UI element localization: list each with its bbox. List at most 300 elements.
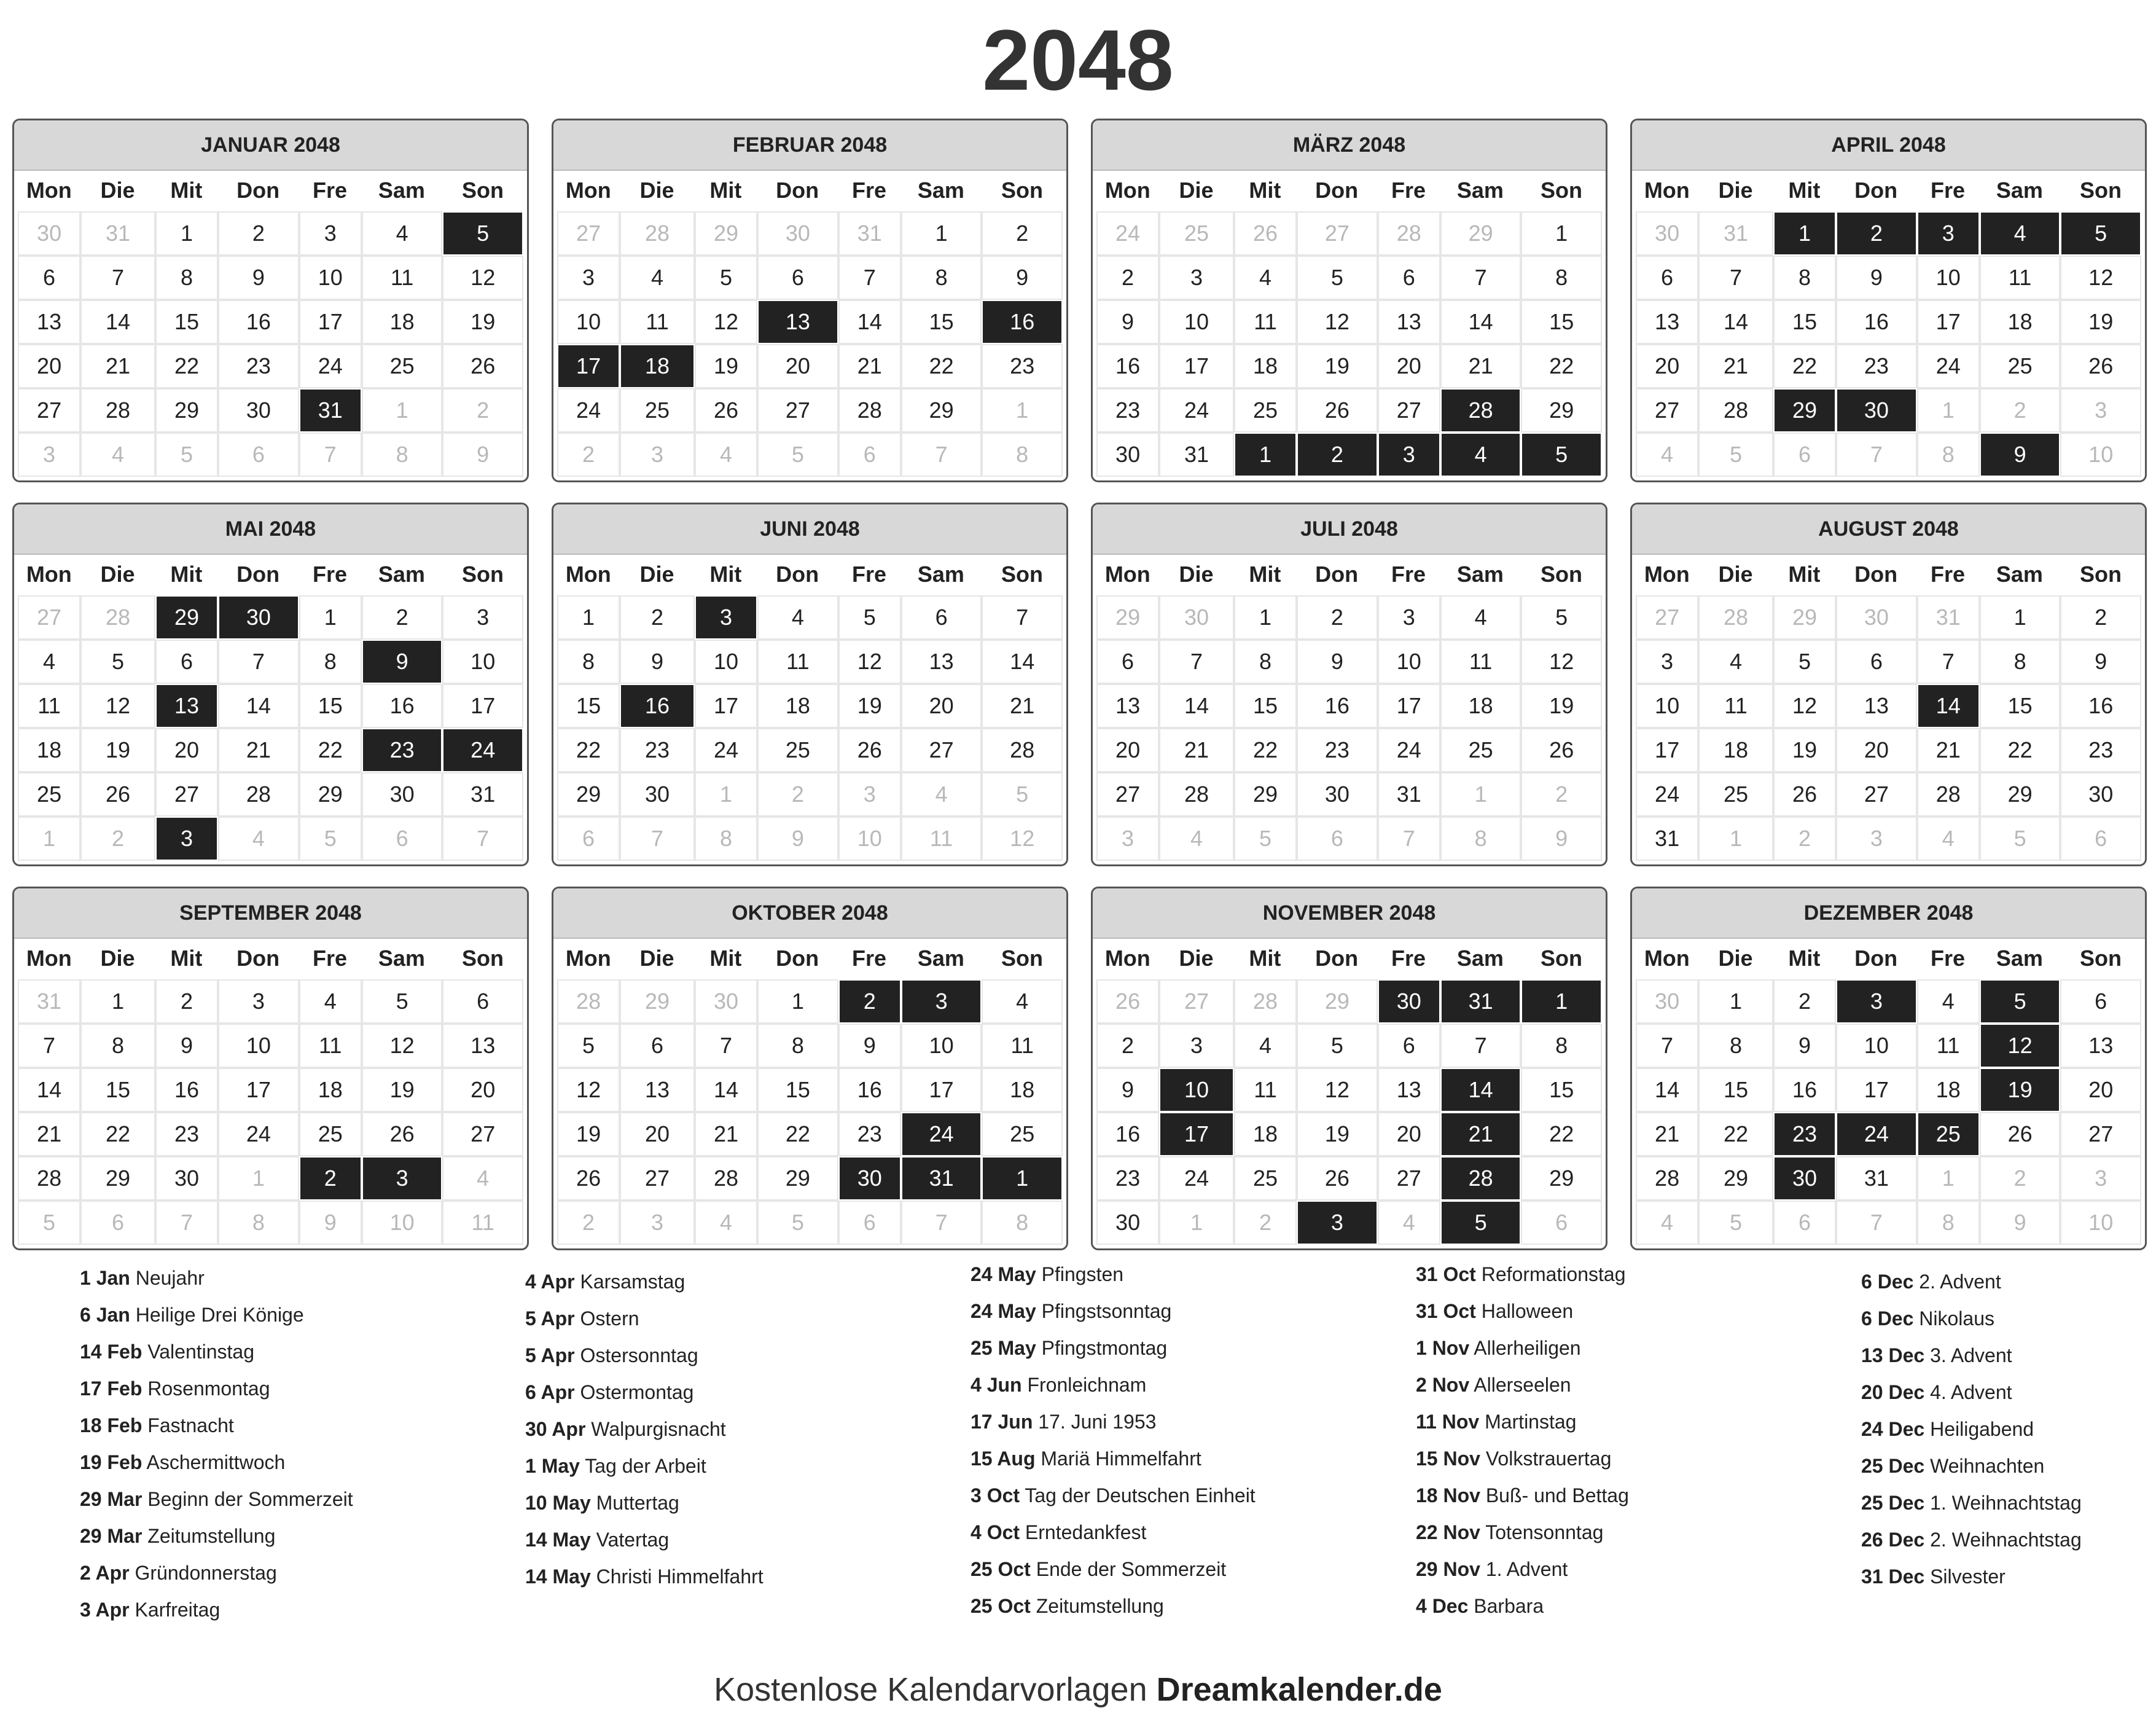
- adjacent-day-cell: 29: [1775, 597, 1835, 638]
- holiday-item: [971, 1588, 1388, 1624]
- adjacent-day-cell: 2: [558, 434, 619, 476]
- day-cell: 10: [1637, 685, 1697, 727]
- day-cell: 23: [157, 1113, 217, 1155]
- day-cell: 8: [1522, 257, 1601, 299]
- day-cell: 25: [1700, 774, 1772, 815]
- day-cell: 18: [1442, 685, 1520, 727]
- day-cell: 12: [1522, 641, 1601, 683]
- day-cell: 25: [300, 1113, 361, 1155]
- day-grid: [1632, 594, 2145, 860]
- adjacent-day-cell: 1: [19, 818, 79, 860]
- adjacent-day-cell: 3: [2061, 390, 2140, 431]
- weekday-label: Mon: [1644, 562, 1690, 587]
- day-cell: 3: [696, 597, 756, 638]
- weekday-label: Fre: [1391, 562, 1426, 587]
- holiday-item: [525, 1521, 943, 1558]
- holiday-date: 18 Feb: [80, 1414, 143, 1436]
- day-cell: 10: [1837, 1025, 1916, 1067]
- holiday-name: Zeitumstellung: [1036, 1595, 1164, 1617]
- holiday-date: 25 Dec: [1861, 1455, 1925, 1477]
- day-cell: 25: [19, 774, 79, 815]
- holiday-name: Karsamstag: [580, 1271, 685, 1293]
- day-cell: 27: [19, 390, 79, 431]
- weekday-label: Die: [100, 562, 135, 587]
- weekday-label: Mon: [26, 178, 72, 203]
- adjacent-day-cell: 6: [1775, 434, 1835, 476]
- weekday-header: [1632, 939, 2145, 978]
- holiday-item: [1416, 1477, 1834, 1514]
- day-cell: 6: [19, 257, 79, 299]
- holiday-name: Fronleichnam: [1027, 1374, 1147, 1396]
- day-grid: [1093, 594, 1606, 860]
- adjacent-day-cell: 30: [696, 981, 756, 1022]
- day-cell: 5: [443, 213, 522, 254]
- adjacent-day-cell: 26: [1235, 213, 1295, 254]
- adjacent-day-cell: 29: [1298, 981, 1377, 1022]
- day-cell: 30: [1775, 1158, 1835, 1199]
- day-cell: 23: [983, 345, 1061, 387]
- weekday-label: Sam: [917, 178, 964, 203]
- day-cell: 7: [1160, 641, 1233, 683]
- day-grid: [1632, 210, 2145, 476]
- holiday-date: 2 Apr: [80, 1562, 130, 1584]
- adjacent-day-cell: 11: [443, 1202, 522, 1244]
- day-cell: 10: [219, 1025, 298, 1067]
- adjacent-day-cell: 5: [1442, 1202, 1520, 1244]
- adjacent-day-cell: 4: [1637, 1202, 1697, 1244]
- day-cell: 12: [1981, 1025, 2060, 1067]
- day-cell: 10: [1918, 257, 1978, 299]
- day-cell: 8: [1981, 641, 2060, 683]
- day-cell: 7: [1637, 1025, 1697, 1067]
- day-cell: 6: [1379, 257, 1439, 299]
- day-cell: 17: [902, 1069, 981, 1111]
- weekday-label: Fre: [852, 178, 887, 203]
- adjacent-day-cell: 5: [759, 1202, 837, 1244]
- day-cell: 2: [2061, 597, 2140, 638]
- day-cell: 18: [1700, 729, 1772, 771]
- weekday-label: Don: [776, 946, 819, 971]
- day-cell: 18: [1981, 301, 2060, 343]
- day-cell: 29: [157, 390, 217, 431]
- day-grid: [14, 594, 527, 860]
- adjacent-day-cell: 8: [219, 1202, 298, 1244]
- holiday-item: [1861, 1300, 2156, 1337]
- day-cell: 22: [300, 729, 361, 771]
- day-cell: 11: [1235, 1069, 1295, 1111]
- holiday-item: [525, 1300, 943, 1337]
- holiday-date: 24 Dec: [1861, 1418, 1925, 1440]
- day-cell: 13: [443, 1025, 522, 1067]
- adjacent-day-cell: 26: [1098, 981, 1158, 1022]
- holiday-name: Valentinstag: [147, 1341, 255, 1363]
- holiday-item: [1861, 1411, 2156, 1448]
- day-cell: 21: [1160, 729, 1233, 771]
- day-cell: 25: [983, 1113, 1061, 1155]
- day-cell: 3: [1637, 641, 1697, 683]
- day-cell: 14: [82, 301, 154, 343]
- holiday-item: [1861, 1374, 2156, 1411]
- holiday-item: [1416, 1330, 1834, 1366]
- day-cell: 19: [1981, 1069, 2060, 1111]
- holiday-list: [0, 1260, 2156, 1640]
- day-cell: 8: [157, 257, 217, 299]
- adjacent-day-cell: 5: [1700, 1202, 1772, 1244]
- weekday-label: Mit: [170, 946, 203, 971]
- day-cell: 12: [443, 257, 522, 299]
- adjacent-day-cell: 8: [363, 434, 442, 476]
- adjacent-day-cell: 2: [558, 1202, 619, 1244]
- day-cell: 18: [983, 1069, 1061, 1111]
- day-cell: 2: [840, 981, 900, 1022]
- weekday-label: Fre: [313, 946, 348, 971]
- day-cell: 4: [759, 597, 837, 638]
- month-title: JANUAR 2048: [14, 120, 527, 171]
- day-cell: 15: [558, 685, 619, 727]
- day-cell: 26: [558, 1158, 619, 1199]
- day-cell: 29: [1522, 390, 1601, 431]
- day-cell: 26: [840, 729, 900, 771]
- day-cell: 25: [1235, 390, 1295, 431]
- holiday-item: [1861, 1337, 2156, 1374]
- weekday-label: Fre: [1931, 562, 1966, 587]
- weekday-label: Die: [1179, 946, 1214, 971]
- holiday-date: 19 Feb: [80, 1451, 143, 1473]
- day-cell: 4: [300, 981, 361, 1022]
- day-cell: 28: [1637, 1158, 1697, 1199]
- adjacent-day-cell: 5: [300, 818, 361, 860]
- day-cell: 27: [1379, 390, 1439, 431]
- holiday-date: 4 Jun: [971, 1374, 1022, 1396]
- adjacent-day-cell: 31: [1700, 213, 1772, 254]
- adjacent-day-cell: 3: [1298, 1202, 1377, 1244]
- weekday-header: [14, 555, 527, 594]
- day-cell: 29: [1700, 1158, 1772, 1199]
- holiday-name: Fastnacht: [147, 1414, 234, 1436]
- adjacent-day-cell: 2: [1981, 1158, 2060, 1199]
- day-cell: 17: [219, 1069, 298, 1111]
- day-grid: [553, 594, 1066, 860]
- day-cell: 3: [1160, 1025, 1233, 1067]
- day-cell: 27: [2061, 1113, 2140, 1155]
- holiday-name: Martinstag: [1485, 1411, 1577, 1433]
- day-cell: 19: [1775, 729, 1835, 771]
- day-cell: 3: [443, 597, 522, 638]
- day-cell: 7: [696, 1025, 756, 1067]
- holiday-date: 4 Oct: [971, 1521, 1020, 1543]
- day-cell: 16: [2061, 685, 2140, 727]
- adjacent-day-cell: 7: [157, 1202, 217, 1244]
- adjacent-day-cell: 6: [840, 1202, 900, 1244]
- day-cell: 6: [443, 981, 522, 1022]
- day-cell: 7: [219, 641, 298, 683]
- weekday-label: Mon: [1104, 178, 1150, 203]
- adjacent-day-cell: 3: [621, 1202, 693, 1244]
- holiday-name: Aschermittwoch: [146, 1451, 286, 1473]
- holiday-item: [80, 1444, 498, 1481]
- day-cell: 22: [157, 345, 217, 387]
- day-cell: 15: [1522, 1069, 1601, 1111]
- day-cell: 29: [300, 774, 361, 815]
- day-cell: 17: [1160, 345, 1233, 387]
- holiday-name: Tag der Arbeit: [585, 1455, 706, 1477]
- day-cell: 8: [300, 641, 361, 683]
- adjacent-day-cell: 6: [1522, 1202, 1601, 1244]
- weekday-label: Mit: [170, 562, 203, 587]
- weekday-label: Don: [1854, 946, 1898, 971]
- holiday-name: Karfreitag: [135, 1599, 221, 1621]
- day-cell: 31: [1637, 818, 1697, 860]
- day-cell: 24: [1160, 1158, 1233, 1199]
- day-cell: 9: [1298, 641, 1377, 683]
- day-cell: 13: [1637, 301, 1697, 343]
- day-cell: 9: [219, 257, 298, 299]
- day-cell: 14: [1637, 1069, 1697, 1111]
- day-cell: 16: [219, 301, 298, 343]
- day-cell: 28: [1442, 1158, 1520, 1199]
- adjacent-day-cell: 9: [759, 818, 837, 860]
- adjacent-day-cell: 30: [219, 597, 298, 638]
- footer-text: Kostenlose Kalendarvorlagen: [714, 1671, 1147, 1708]
- day-cell: 24: [1160, 390, 1233, 431]
- weekday-label: Don: [1854, 178, 1898, 203]
- holiday-item: [525, 1411, 943, 1448]
- holiday-name: Rosenmontag: [147, 1377, 270, 1400]
- holiday-date: 14 May: [525, 1565, 591, 1588]
- holiday-item: [1861, 1484, 2156, 1521]
- day-cell: 12: [840, 641, 900, 683]
- day-cell: 8: [82, 1025, 154, 1067]
- day-cell: 13: [621, 1069, 693, 1111]
- adjacent-day-cell: 4: [443, 1158, 522, 1199]
- day-cell: 19: [443, 301, 522, 343]
- adjacent-day-cell: 5: [1981, 818, 2060, 860]
- adjacent-day-cell: 9: [1522, 818, 1601, 860]
- adjacent-day-cell: 27: [19, 597, 79, 638]
- holiday-item: [1416, 1256, 1834, 1293]
- day-cell: 18: [363, 301, 442, 343]
- holiday-name: Reformationstag: [1481, 1263, 1626, 1285]
- day-cell: 11: [1918, 1025, 1978, 1067]
- weekday-label: Mit: [709, 178, 742, 203]
- holiday-item: [80, 1370, 498, 1407]
- weekday-label: Mon: [565, 178, 611, 203]
- weekday-label: Fre: [1391, 946, 1426, 971]
- holiday-name: Gründonnerstag: [135, 1562, 277, 1584]
- day-cell: 20: [759, 345, 837, 387]
- day-cell: 15: [1700, 1069, 1772, 1111]
- holiday-name: Walpurgisnacht: [591, 1418, 726, 1440]
- day-cell: 19: [2061, 301, 2140, 343]
- month-title: MÄRZ 2048: [1093, 120, 1606, 171]
- day-cell: 2: [983, 213, 1061, 254]
- day-cell: 2: [157, 981, 217, 1022]
- day-cell: 21: [1637, 1113, 1697, 1155]
- holiday-item: [1861, 1263, 2156, 1300]
- adjacent-day-cell: 4: [902, 774, 981, 815]
- adjacent-day-cell: 7: [621, 818, 693, 860]
- holiday-name: Ostersonntag: [580, 1344, 698, 1366]
- day-cell: 27: [443, 1113, 522, 1155]
- day-cell: 9: [1837, 257, 1916, 299]
- holiday-name: 3. Advent: [1930, 1344, 2012, 1366]
- holiday-name: Volkstrauertag: [1485, 1448, 1612, 1470]
- holiday-name: Allerseelen: [1474, 1374, 1571, 1396]
- adjacent-day-cell: 3: [157, 818, 217, 860]
- adjacent-day-cell: 4: [1160, 818, 1233, 860]
- weekday-label: Fre: [1931, 946, 1966, 971]
- adjacent-day-cell: 4: [1442, 434, 1520, 476]
- months-grid: [12, 119, 2144, 1249]
- day-cell: 14: [696, 1069, 756, 1111]
- holiday-date: 24 May: [971, 1300, 1036, 1322]
- day-cell: 1: [82, 981, 154, 1022]
- day-cell: 28: [1442, 390, 1520, 431]
- day-cell: 14: [219, 685, 298, 727]
- day-cell: 5: [1298, 257, 1377, 299]
- adjacent-day-cell: 1: [1700, 818, 1772, 860]
- holiday-date: 3 Oct: [971, 1484, 1020, 1506]
- holiday-item: [971, 1293, 1388, 1330]
- holiday-item: [80, 1591, 498, 1628]
- holiday-date: 4 Dec: [1416, 1595, 1469, 1617]
- holiday-date: 25 Oct: [971, 1595, 1031, 1617]
- day-cell: 16: [840, 1069, 900, 1111]
- weekday-label: Don: [1315, 946, 1359, 971]
- month-card: [1630, 887, 2147, 1250]
- holiday-name: 2. Advent: [1919, 1271, 2001, 1293]
- holiday-name: 1. Weihnachtstag: [1930, 1492, 2082, 1514]
- adjacent-day-cell: 10: [2061, 1202, 2140, 1244]
- day-cell: 21: [840, 345, 900, 387]
- holiday-date: 31 Oct: [1416, 1263, 1476, 1285]
- weekday-label: Son: [2079, 946, 2122, 971]
- day-cell: 2: [1098, 1025, 1158, 1067]
- holiday-date: 25 May: [971, 1337, 1036, 1359]
- adjacent-day-cell: 10: [2061, 434, 2140, 476]
- day-cell: 1: [1981, 597, 2060, 638]
- day-cell: 6: [759, 257, 837, 299]
- holiday-date: 22 Nov: [1416, 1521, 1480, 1543]
- weekday-label: Don: [1315, 178, 1359, 203]
- holiday-column: [525, 1263, 943, 1595]
- holiday-date: 1 May: [525, 1455, 580, 1477]
- day-cell: 22: [82, 1113, 154, 1155]
- day-cell: 27: [759, 390, 837, 431]
- adjacent-day-cell: 8: [983, 434, 1061, 476]
- day-cell: 30: [1098, 1202, 1158, 1244]
- adjacent-day-cell: 29: [1442, 213, 1520, 254]
- day-cell: 27: [1837, 774, 1916, 815]
- holiday-name: Zeitumstellung: [147, 1525, 276, 1547]
- day-cell: 21: [1918, 729, 1978, 771]
- adjacent-day-cell: 3: [621, 434, 693, 476]
- day-cell: 16: [621, 685, 693, 727]
- month-card: [552, 119, 1068, 482]
- day-cell: 4: [19, 641, 79, 683]
- adjacent-day-cell: 5: [1700, 434, 1772, 476]
- adjacent-day-cell: 3: [363, 1158, 442, 1199]
- day-cell: 15: [1981, 685, 2060, 727]
- day-cell: 18: [759, 685, 837, 727]
- day-cell: 5: [363, 981, 442, 1022]
- day-cell: 20: [1837, 729, 1916, 771]
- day-cell: 2: [1298, 597, 1377, 638]
- day-cell: 13: [1379, 1069, 1439, 1111]
- day-cell: 30: [621, 774, 693, 815]
- day-cell: 23: [363, 729, 442, 771]
- day-cell: 4: [1442, 597, 1520, 638]
- holiday-item: [1861, 1558, 2156, 1595]
- weekday-label: Son: [1001, 946, 1043, 971]
- day-cell: 26: [363, 1113, 442, 1155]
- holiday-date: 15 Nov: [1416, 1448, 1480, 1470]
- weekday-label: Mon: [1644, 946, 1690, 971]
- day-cell: 12: [82, 685, 154, 727]
- day-cell: 8: [759, 1025, 837, 1067]
- holiday-date: 13 Dec: [1861, 1344, 1925, 1366]
- adjacent-day-cell: 29: [1098, 597, 1158, 638]
- day-cell: 25: [621, 390, 693, 431]
- day-cell: 17: [443, 685, 522, 727]
- holiday-date: 14 May: [525, 1529, 591, 1551]
- day-cell: 30: [219, 390, 298, 431]
- day-cell: 22: [1775, 345, 1835, 387]
- day-cell: 29: [759, 1158, 837, 1199]
- day-cell: 16: [983, 301, 1061, 343]
- holiday-name: Pfingsten: [1041, 1263, 1124, 1285]
- day-cell: 31: [1160, 434, 1233, 476]
- holiday-name: Ostern: [580, 1307, 639, 1330]
- holiday-item: [525, 1263, 943, 1300]
- day-cell: 1: [1700, 981, 1772, 1022]
- day-cell: 14: [1700, 301, 1772, 343]
- day-cell: 27: [1098, 774, 1158, 815]
- weekday-label: Son: [461, 178, 504, 203]
- day-cell: 1: [1235, 597, 1295, 638]
- day-cell: 19: [696, 345, 756, 387]
- day-cell: 24: [696, 729, 756, 771]
- holiday-date: 30 Apr: [525, 1418, 586, 1440]
- holiday-item: [1416, 1551, 1834, 1588]
- adjacent-day-cell: 10: [363, 1202, 442, 1244]
- adjacent-day-cell: 4: [219, 818, 298, 860]
- day-cell: 16: [1837, 301, 1916, 343]
- weekday-label: Don: [1854, 562, 1898, 587]
- adjacent-day-cell: 31: [1918, 597, 1978, 638]
- weekday-label: Die: [1718, 562, 1753, 587]
- holiday-name: Allerheiligen: [1474, 1337, 1581, 1359]
- holiday-name: Mariä Himmelfahrt: [1041, 1448, 1201, 1470]
- adjacent-day-cell: 6: [363, 818, 442, 860]
- holiday-item: [80, 1296, 498, 1333]
- holiday-date: 1 Jan: [80, 1267, 130, 1289]
- adjacent-day-cell: 2: [759, 774, 837, 815]
- month-card: [12, 503, 529, 866]
- day-cell: 13: [1837, 685, 1916, 727]
- weekday-label: Don: [236, 562, 280, 587]
- adjacent-day-cell: 6: [840, 434, 900, 476]
- holiday-column: [1861, 1263, 2156, 1595]
- adjacent-day-cell: 28: [1379, 213, 1439, 254]
- holiday-item: [971, 1551, 1388, 1588]
- weekday-label: Son: [461, 946, 504, 971]
- month-title: AUGUST 2048: [1632, 504, 2145, 555]
- day-cell: 17: [1160, 1113, 1233, 1155]
- day-cell: 26: [1522, 729, 1601, 771]
- day-cell: 28: [219, 774, 298, 815]
- holiday-date: 5 Apr: [525, 1344, 575, 1366]
